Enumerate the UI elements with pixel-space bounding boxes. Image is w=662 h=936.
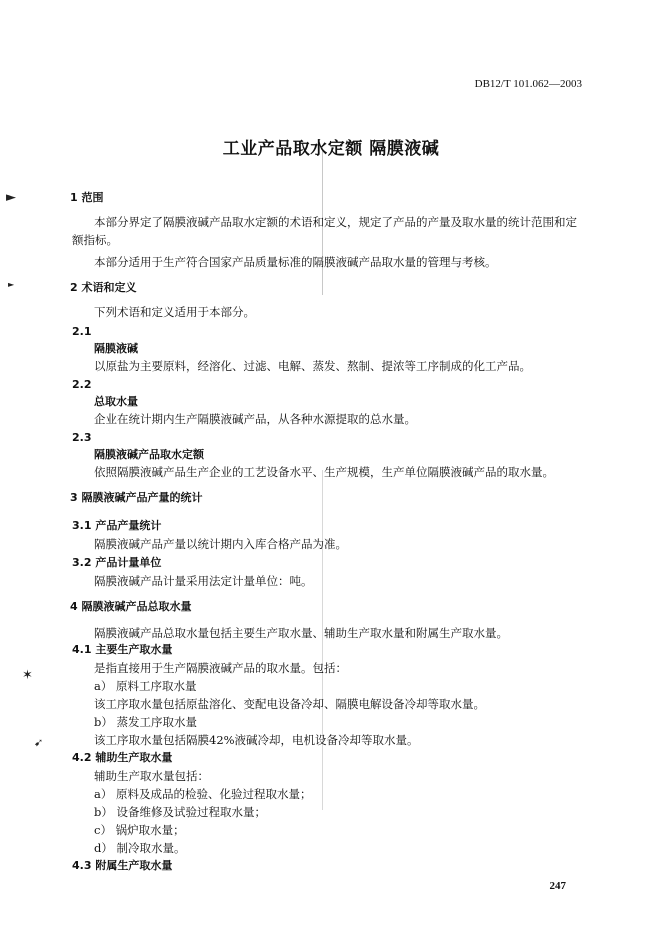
term-definition: 企业在统计期内生产隔膜液碱产品，从各种水源提取的总水量。 — [94, 412, 416, 426]
paragraph: 隔膜液碱产品总取水量包括主要生产取水量、辅助生产取水量和附属生产取水量。 — [94, 626, 508, 640]
subsection-heading-3-1: 3.1 产品产量统计 — [72, 519, 162, 532]
list-item: a） 原料及成品的检验、化验过程取水量； — [94, 787, 312, 801]
section-heading-3: 3 隔膜液碱产品产量的统计 — [70, 491, 203, 504]
paragraph: 隔膜液碱产品计量采用法定计量单位：吨。 — [94, 574, 313, 588]
term-name: 隔膜液碱产品取水定额 — [94, 448, 204, 461]
term-name: 总取水量 — [94, 395, 138, 408]
page-fold-line — [322, 470, 323, 810]
document-title: 工业产品取水定额 隔膜液碱 — [222, 139, 440, 159]
subsection-heading-3-2: 3.2 产品计量单位 — [72, 556, 162, 569]
term-name: 隔膜液碱 — [94, 342, 138, 355]
page-number: 247 — [549, 880, 566, 892]
term-number: 2.3 — [72, 431, 92, 444]
term-number: 2.1 — [72, 325, 92, 338]
term-definition: 以原盐为主要原料，经溶化、过滤、电解、蒸发、熬制、提浓等工序制成的化工产品。 — [94, 359, 531, 373]
paragraph: 本部分适用于生产符合国家产品质量标准的隔膜液碱产品取水量的管理与考核。 — [94, 255, 497, 269]
list-item: a） 原料工序取水量 — [94, 679, 197, 693]
standard-code: DB12/T 101.062—2003 — [474, 78, 582, 90]
term-definition: 依照隔膜液碱产品生产企业的工艺设备水平、生产规模，生产单位隔膜液碱产品的取水量。 — [94, 465, 554, 479]
scribble-mark-icon: ➹ — [34, 736, 44, 749]
list-item: b） 设备维修及试验过程取水量； — [94, 805, 267, 819]
paragraph: 下列术语和定义适用于本部分。 — [94, 305, 255, 319]
arrow-mark-icon: ► — [8, 280, 15, 289]
list-item: b） 蒸发工序取水量 — [94, 715, 198, 729]
section-heading-4: 4 隔膜液碱产品总取水量 — [70, 600, 192, 613]
arrow-mark-icon: ► — [6, 190, 16, 205]
section-heading-1: 1 范围 — [70, 191, 104, 204]
subsection-heading-4-2: 4.2 辅助生产取水量 — [72, 751, 173, 764]
list-item: d） 制冷取水量。 — [94, 841, 186, 855]
list-item: c） 锅炉取水量； — [94, 823, 185, 837]
paragraph: 该工序取水量包括原盐溶化、变配电设备冷却、隔膜电解设备冷却等取水量。 — [94, 697, 485, 711]
paragraph: 本部分界定了隔膜液碱产品取水定额的术语和定义，规定了产品的产量及取水量的统计范围和定 — [94, 215, 577, 229]
paragraph: 额指标。 — [72, 233, 118, 247]
paragraph: 是指直接用于生产隔膜液碱产品的取水量。包括： — [94, 661, 347, 675]
subsection-heading-4-3: 4.3 附属生产取水量 — [72, 859, 173, 872]
scribble-mark-icon: ✶ — [22, 668, 33, 683]
subsection-heading-4-1: 4.1 主要生产取水量 — [72, 643, 173, 656]
paragraph: 隔膜液碱产品产量以统计期内入库合格产品为准。 — [94, 537, 347, 551]
paragraph: 辅助生产取水量包括： — [94, 769, 209, 783]
section-heading-2: 2 术语和定义 — [70, 281, 137, 294]
term-number: 2.2 — [72, 378, 92, 391]
paragraph: 该工序取水量包括隔膜42%液碱冷却，电机设备冷却等取水量。 — [94, 733, 419, 747]
